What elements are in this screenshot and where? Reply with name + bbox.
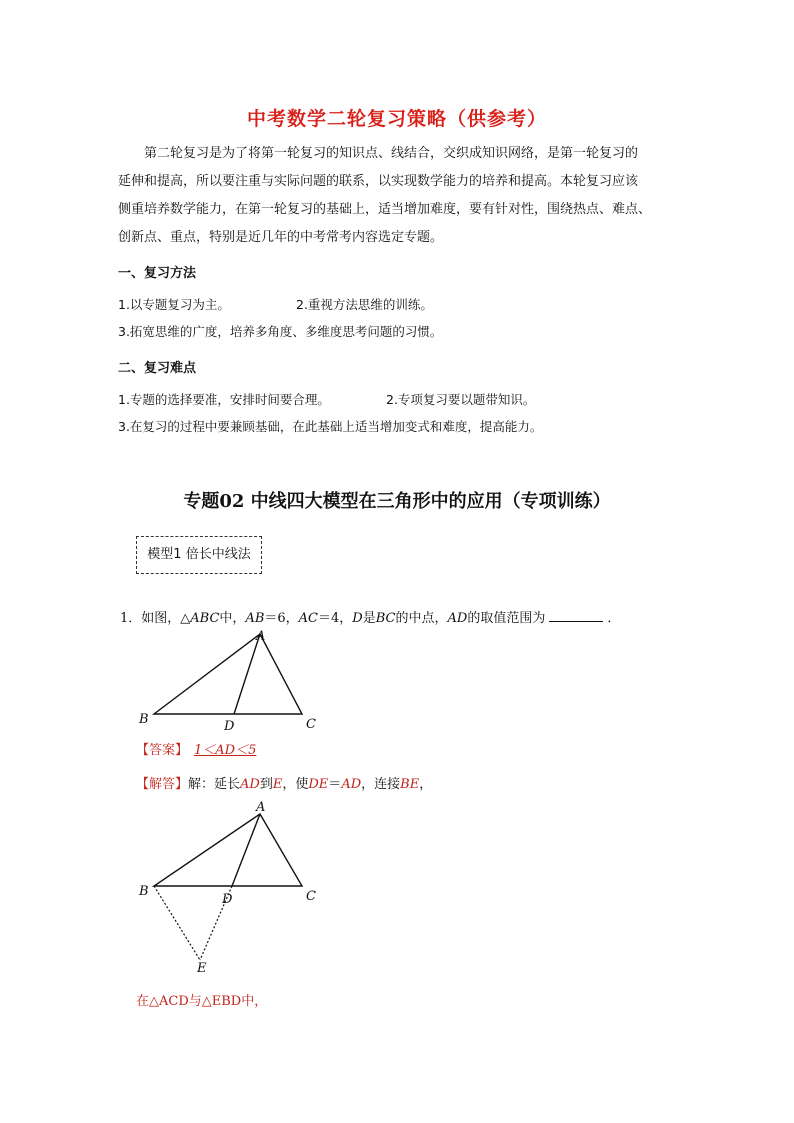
section1-item: 2.重视方法思维的训练。 [296, 297, 433, 312]
intro-paragraph [118, 140, 678, 252]
question-var: BC [375, 611, 396, 626]
median-ad [232, 814, 260, 886]
solution-text: 到 [259, 777, 273, 792]
section2-item: 1.专题的选择要准，安排时间要合理。 [118, 392, 330, 407]
solution-text: ， [419, 777, 433, 792]
solution-text: ，使 [282, 777, 309, 792]
answer-value: 1＜AD＜5 [194, 743, 257, 758]
label-d: D [222, 892, 233, 907]
question-var: D [352, 611, 363, 626]
section1-item: 1.以专题复习为主。 [118, 297, 230, 312]
triangle-abc [154, 814, 302, 886]
label-c: C [306, 717, 316, 732]
question-text: 的取值范围为 [467, 611, 546, 626]
section1-heading: 一、复习方法 [118, 266, 197, 281]
question-text: 是 [362, 611, 376, 626]
solution-var: AD [341, 777, 362, 792]
section2-item: 2.专项复习要以题带知识。 [386, 392, 536, 407]
label-d: D [224, 719, 235, 734]
label-c: C [306, 889, 316, 904]
section1-item: 3.拓宽思维的广度，培养多角度、多维度思考问题的习惯。 [118, 324, 443, 339]
intro-line: 延伸和提高，所以要注重与实际问题的联系，以实现数学能力的培养和提高。本轮复习应该 [118, 174, 639, 189]
question-var: AD [447, 611, 468, 626]
label-a: A [256, 629, 266, 644]
page-title: 中考数学二轮复习策略（供参考） [246, 108, 547, 130]
solution-text: ，连接 [361, 777, 401, 792]
triangle-figure-2 [130, 796, 330, 982]
solution-text: ＝ [328, 777, 342, 792]
question-text: ＝4， [318, 611, 353, 626]
answer-blank[interactable] [549, 609, 603, 622]
solution-label: 【解答】 [136, 777, 189, 792]
question-text: ＝6， [264, 611, 299, 626]
final-line: 在△ACD与△EBD中， [136, 994, 268, 1009]
model-label-box [136, 536, 262, 574]
solution-var: BE [400, 777, 420, 792]
solution-line [136, 773, 432, 792]
question-var: AC [298, 611, 319, 626]
intro-line: 侧重培养数学能力，在第一轮复习的基础上，适当增加难度，要有针对性，围绕热点、难点、 [118, 202, 652, 217]
label-e: E [197, 961, 207, 976]
question-var: AB [245, 611, 265, 626]
median-ad [234, 634, 260, 714]
solution-var: E [272, 777, 283, 792]
segment-be [154, 886, 200, 960]
triangle-figure-1 [130, 622, 330, 734]
answer-line [136, 739, 256, 758]
answer-label: 【答案】 [136, 743, 189, 758]
solution-var: AD [240, 777, 260, 792]
question-text: ． [607, 611, 621, 626]
topic-title: 专题02 中线四大模型在三角形中的应用（专项训练） [183, 491, 611, 512]
label-a: A [256, 800, 266, 815]
question-var: ABC [190, 611, 220, 626]
section2-item: 3.在复习的过程中要兼顾基础，在此基础上适当增加变式和难度，提高能力。 [118, 419, 543, 434]
intro-line: 创新点、重点，特别是近几年的中考常考内容选定专题。 [118, 230, 444, 245]
model-label: 模型1 倍长中线法 [147, 547, 251, 562]
section2-heading: 二、复习难点 [118, 361, 197, 376]
question-text: 如图，△ [141, 611, 191, 626]
solution-text: 解：延长 [188, 777, 241, 792]
label-b: B [139, 712, 149, 727]
label-b: B [139, 884, 149, 899]
question-text: 中， [219, 611, 246, 626]
question-number: 1． [120, 611, 142, 626]
solution-var: DE [308, 777, 329, 792]
triangle-abc [154, 634, 302, 714]
question-text: 的中点， [395, 611, 448, 626]
intro-line: 第二轮复习是为了将第一轮复习的知识点、线结合，交织成知识网络，是第一轮复习的 [144, 146, 639, 161]
